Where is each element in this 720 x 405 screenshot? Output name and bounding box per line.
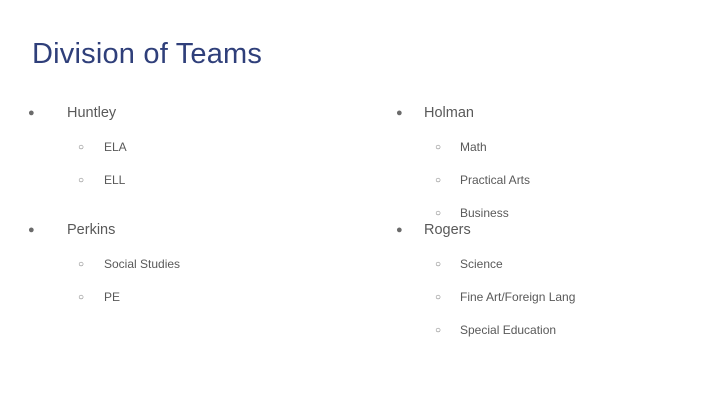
- subject-label: ELA: [104, 140, 127, 154]
- bullet-dot-icon: ●: [396, 107, 403, 119]
- bullet-circle-icon: ○: [435, 292, 442, 303]
- bullet-dot-icon: ●: [396, 224, 403, 236]
- bullet-circle-icon: ○: [78, 292, 85, 303]
- bullet-dot-icon: ●: [28, 107, 35, 119]
- subject-label: Fine Art/Foreign Lang: [460, 290, 576, 304]
- subject-label: PE: [104, 290, 121, 304]
- bullet-dot-icon: ●: [28, 224, 35, 236]
- bullet-circle-icon: ○: [435, 259, 442, 270]
- team-name: Perkins: [67, 222, 116, 238]
- subject-label: Math: [460, 140, 487, 154]
- team-name: Rogers: [424, 222, 471, 238]
- subject-label: Science: [460, 257, 503, 271]
- subject-label: Special Education: [460, 323, 557, 337]
- bullet-circle-icon: ○: [435, 325, 442, 336]
- bullet-circle-icon: ○: [435, 142, 442, 153]
- subject-label: Business: [460, 206, 509, 220]
- team-name: Huntley: [67, 105, 117, 121]
- slide-title: Division of Teams: [32, 38, 263, 70]
- subject-label: Social Studies: [104, 257, 181, 271]
- subject-label: ELL: [104, 173, 126, 187]
- bullet-circle-icon: ○: [78, 259, 85, 270]
- bullet-circle-icon: ○: [435, 208, 442, 219]
- team-name: Holman: [424, 105, 474, 121]
- subject-label: Practical Arts: [460, 173, 531, 187]
- bullet-circle-icon: ○: [435, 175, 442, 186]
- bullet-circle-icon: ○: [78, 175, 85, 186]
- bullet-circle-icon: ○: [78, 142, 85, 153]
